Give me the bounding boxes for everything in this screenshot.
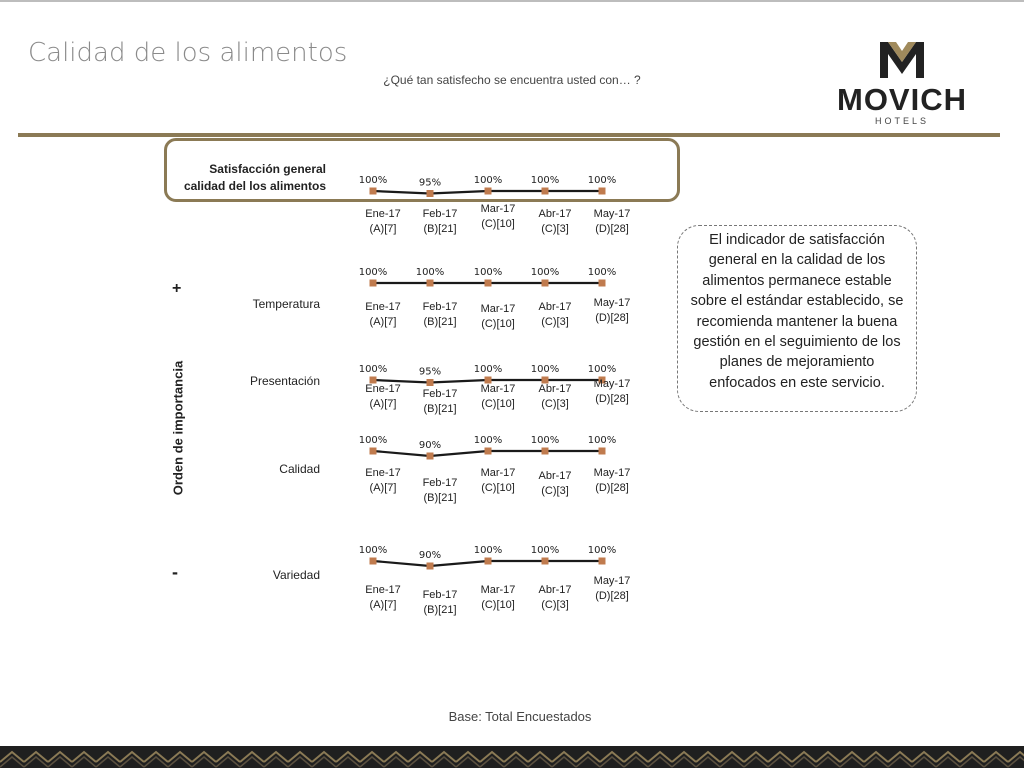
- chart-0-tick-label-4: May-17: [593, 208, 631, 220]
- chart-0-tick-sublabel-1: (B)[21]: [423, 223, 457, 235]
- chart-4-point-4: [599, 558, 606, 565]
- chart-1-point-1: [427, 280, 434, 287]
- row-label-general-line2: calidad del los alimentos: [183, 179, 326, 193]
- chart-0-tick-label-3: Abr-17: [538, 208, 572, 220]
- chart-3-point-3: [542, 448, 549, 455]
- chart-3-data-label-1: 90%: [418, 440, 442, 451]
- chart-1-point-2: [485, 280, 492, 287]
- chart-1-tick-label-1: Feb-17: [422, 301, 458, 313]
- row-label-calidad: Calidad: [279, 462, 320, 476]
- row-label-general-line1: Satisfacción general: [209, 162, 326, 176]
- chart-4-tick-label-1: Feb-17: [422, 589, 458, 601]
- axis-plus-sign: +: [172, 280, 182, 297]
- chart-1-point-4: [599, 280, 606, 287]
- chart-2-tick-label-2: Mar-17: [480, 383, 516, 395]
- chart-2-tick-label-1: Feb-17: [422, 388, 458, 400]
- chart-0-tick-sublabel-4: (D)[28]: [595, 223, 629, 235]
- chart-2-data-label-1: 95%: [418, 366, 442, 378]
- chart-4-point-2: [485, 558, 492, 565]
- chart-1-tick-sublabel-3: (C)[3]: [541, 316, 569, 328]
- chart-3-data-label-3: 100%: [530, 435, 560, 446]
- chart-2-point-1: [427, 379, 434, 386]
- chart-0-point-3: [542, 188, 549, 195]
- chart-4-tick-label-0: Ene-17: [365, 584, 401, 596]
- logo-sub: HOTELS: [874, 116, 929, 126]
- chart-3-point-0: [370, 448, 377, 455]
- chart-4-tick-label-4: May-17: [593, 575, 631, 587]
- chart-2-tick-sublabel-0: (A)[7]: [369, 398, 397, 410]
- chart-2-data-label-0: 100%: [358, 364, 388, 375]
- chart-4-data-label-2: 100%: [473, 545, 503, 556]
- chart-4-data-label-3: 100%: [530, 545, 560, 556]
- chart-0-point-1: [427, 190, 434, 197]
- chart-0-tick-sublabel-0: (A)[7]: [369, 223, 397, 235]
- chart-2-tick-label-4: May-17: [593, 378, 631, 390]
- chart-3-tick-sublabel-4: (D)[28]: [595, 482, 629, 494]
- chart-4-tick-label-3: Abr-17: [538, 584, 572, 596]
- chart-4-tick-sublabel-1: (B)[21]: [423, 604, 457, 616]
- insight-note: El indicador de satisfacción general en la calidad de los alimentos permanece estable sobre el estándar establecido, se recomienda mantener la buena gestión en el seguimiento de los planes de mejoramiento enfocados en este servicio.: [677, 225, 917, 412]
- chart-1-data-label-2: 100%: [473, 267, 503, 278]
- chart-3-tick-sublabel-0: (A)[7]: [369, 482, 397, 494]
- chart-1-tick-sublabel-1: (B)[21]: [423, 316, 457, 328]
- chart-2-tick-label-3: Abr-17: [538, 383, 572, 395]
- chart-3-tick-label-3: Abr-17: [538, 470, 572, 482]
- chart-1-data-label-3: 100%: [530, 267, 560, 278]
- chart-1-data-label-0: 100%: [358, 267, 388, 278]
- chart-3-tick-sublabel-3: (C)[3]: [541, 485, 569, 497]
- chart-1-data-label-1: 100%: [415, 267, 445, 278]
- chart-3-point-4: [599, 448, 606, 455]
- chart-0-tick-sublabel-3: (C)[3]: [541, 223, 569, 235]
- chart-3-tick-sublabel-2: (C)[10]: [481, 482, 515, 494]
- chart-4-tick-sublabel-0: (A)[7]: [369, 599, 397, 611]
- chart-0-point-0: [370, 188, 377, 195]
- chart-3-tick-label-2: Mar-17: [480, 467, 516, 479]
- chart-3-tick-sublabel-1: (B)[21]: [423, 492, 457, 504]
- chart-2-data-label-3: 100%: [530, 364, 560, 375]
- chart-0-point-2: [485, 188, 492, 195]
- chart-1-tick-label-2: Mar-17: [480, 303, 516, 315]
- chart-0-data-label-1: 95%: [418, 177, 442, 189]
- chart-4-tick-sublabel-4: (D)[28]: [595, 590, 629, 602]
- chart-3-tick-label-0: Ene-17: [365, 467, 401, 479]
- axis-importance-label: Orden de importancia: [170, 360, 186, 496]
- chart-4-point-0: [370, 558, 377, 565]
- chart-1-point-0: [370, 280, 377, 287]
- chart-0-tick-sublabel-2: (C)[10]: [481, 218, 515, 230]
- chart-4-data-label-1: 90%: [418, 550, 442, 561]
- chart-1-tick-sublabel-4: (D)[28]: [595, 312, 629, 324]
- chart-2-tick-sublabel-1: (B)[21]: [423, 403, 457, 415]
- chart-0-tick-label-0: Ene-17: [365, 208, 401, 220]
- chart-3-data-label-0: 100%: [358, 435, 388, 446]
- logo-word: MOVICH: [837, 82, 967, 117]
- decorative-footer: [0, 746, 1024, 768]
- chart-1-tick-label-0: Ene-17: [365, 301, 401, 313]
- chart-3-point-1: [427, 453, 434, 460]
- chart-0-data-label-2: 100%: [473, 175, 503, 186]
- chart-1-data-label-4: 100%: [587, 267, 617, 278]
- chart-4-data-label-4: 100%: [587, 545, 617, 556]
- chart-1-tick-label-3: Abr-17: [538, 301, 572, 313]
- chart-2-tick-sublabel-3: (C)[3]: [541, 398, 569, 410]
- chart-0-tick-label-1: Feb-17: [422, 208, 458, 220]
- chart-2-tick-sublabel-2: (C)[10]: [481, 398, 515, 410]
- chart-0-data-label-3: 100%: [530, 175, 560, 186]
- chart-0-data-label-0: 100%: [358, 175, 388, 186]
- chart-4-point-3: [542, 558, 549, 565]
- chart-3-tick-label-1: Feb-17: [422, 477, 458, 489]
- row-label-variedad: Variedad: [272, 568, 320, 582]
- chart-3-data-label-2: 100%: [473, 435, 503, 446]
- chart-0-data-label-4: 100%: [587, 175, 617, 186]
- chart-4-tick-sublabel-3: (C)[3]: [541, 599, 569, 611]
- chart-4-point-1: [427, 563, 434, 570]
- chart-4-data-label-0: 100%: [358, 545, 388, 556]
- chart-1-tick-sublabel-0: (A)[7]: [369, 316, 397, 328]
- chart-4-tick-label-2: Mar-17: [480, 584, 516, 596]
- chart-3-tick-label-4: May-17: [593, 467, 631, 479]
- chart-2-tick-label-0: Ene-17: [365, 383, 401, 395]
- row-label-presentacion: Presentación: [249, 374, 320, 388]
- chart-3-data-label-4: 100%: [587, 435, 617, 446]
- footer-pattern: [0, 746, 1024, 768]
- question-text: ¿Qué tan satisfecho se encuentra usted con… ?: [383, 73, 641, 87]
- chart-0-point-4: [599, 188, 606, 195]
- chart-1-tick-sublabel-2: (C)[10]: [481, 318, 515, 330]
- chart-0-tick-label-2: Mar-17: [480, 203, 516, 215]
- chart-2-tick-sublabel-4: (D)[28]: [595, 393, 629, 405]
- chart-1-tick-label-4: May-17: [593, 297, 631, 309]
- base-note: Base: Total Encuestados: [448, 709, 592, 724]
- chart-1-point-3: [542, 280, 549, 287]
- axis-minus-sign: -: [172, 562, 178, 582]
- chart-3-point-2: [485, 448, 492, 455]
- page-title: Calidad de los alimentos: [28, 38, 348, 68]
- chart-4-tick-sublabel-2: (C)[10]: [481, 599, 515, 611]
- chart-2-data-label-4: 100%: [587, 364, 617, 375]
- chart-2-data-label-2: 100%: [473, 364, 503, 375]
- row-label-temperatura: Temperatura: [252, 297, 320, 311]
